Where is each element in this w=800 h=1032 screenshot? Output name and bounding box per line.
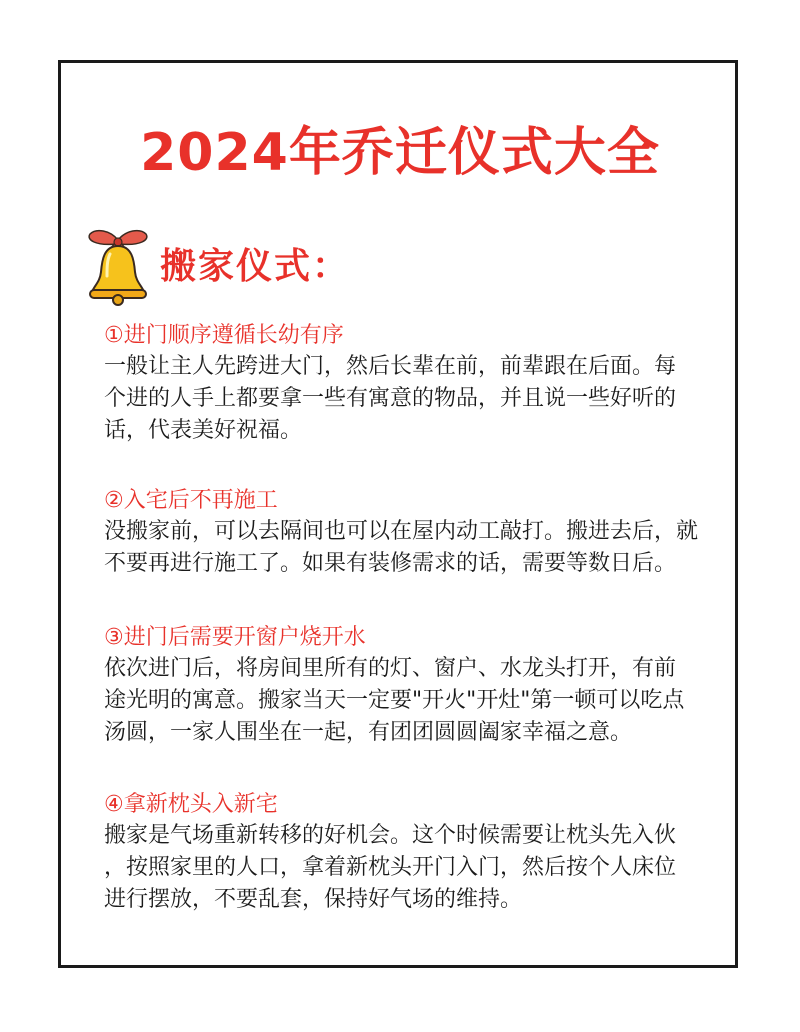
item-body-line: ，按照家里的人口，拿着新枕头开门入门，然后按个人床位 (104, 855, 677, 880)
item-body-line: 途光明的寓意。搬家当天一定要"开火"开灶"第一顿可以吃点 (104, 688, 685, 713)
item-heading: ①进门顺序遵循长幼有序 (104, 323, 344, 348)
item-body-line: 搬家是气场重新转移的好机会。这个时候需要让枕头先入伙 (104, 823, 677, 848)
item-body-line: 没搬家前，可以去隔间也可以在屋内动工敲打。搬进去后，就 (104, 519, 699, 544)
item-heading: ②入宅后不再施工 (104, 488, 278, 513)
item-body-line: 不要再进行施工了。如果有装修需求的话，需要等数日后。 (104, 551, 677, 576)
bell-icon (82, 226, 154, 306)
item-body-line: 个进的人手上都要拿一些有寓意的物品，并且说一些好听的 (104, 386, 677, 411)
ritual-item (104, 486, 724, 580)
ritual-item (104, 623, 724, 749)
section-heading: 搬家仪式： (160, 246, 351, 287)
item-body-line: 话，代表美好祝福。 (104, 418, 303, 443)
page-title: 2024年乔迁仪式大全 (140, 123, 660, 183)
item-heading: ③进门后需要开窗户烧开水 (104, 625, 366, 650)
ritual-item (104, 321, 724, 447)
item-body-line: 一般让主人先跨进大门，然后长辈在前，前辈跟在后面。每 (104, 354, 677, 379)
item-body-line: 汤圆，一家人围坐在一起，有团团圆圆阖家幸福之意。 (104, 720, 633, 745)
ritual-item (104, 790, 724, 916)
item-heading: ④拿新枕头入新宅 (104, 792, 278, 817)
item-body-line: 进行摆放，不要乱套，保持好气场的维持。 (104, 887, 523, 912)
item-body-line: 依次进门后，将房间里所有的灯、窗户、水龙头打开，有前 (104, 656, 677, 681)
